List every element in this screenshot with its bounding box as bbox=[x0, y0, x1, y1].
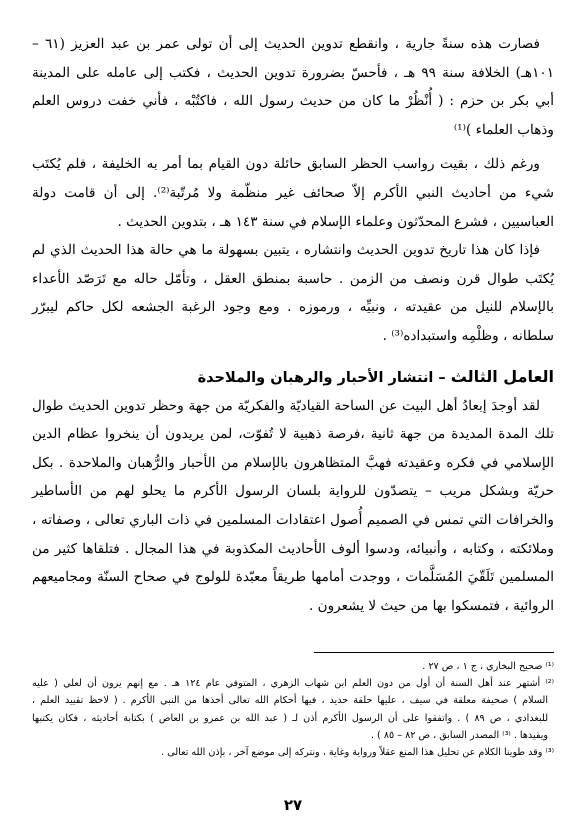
text-line: والخرافات التي تمس في الصميم أُصول اعتقادات المسلمين في ذات الباري تعالى ، وصفاته ، bbox=[32, 511, 554, 528]
footnote-line: السلام ) صحيفة معلقة في سيف ، عليها حلقة حديد ، فيها أحكام الله تعالى أخذها من النبي الأكرم . ( لاحظ تقييد العلم ، bbox=[32, 695, 548, 707]
text-line: العباسيين ، فشرع المحدّثون وعلماء الإسلام في سنة ١٤٣ هـ ، بتدوين الحديث . bbox=[117, 213, 554, 230]
paragraph-3 bbox=[32, 236, 554, 350]
text-line: الإسلامي في فكره وعقيدته فهبَّ المتظاهرون بالإسلام من الأحبار والرُّهبان والملاحدة . بكل bbox=[32, 454, 554, 471]
text-line: بالإسلام للنيل من عقيدته ، ونبيِّه ، ورموزه . ومع وجود الرغبة الجشعه لكل حاكم ليبرّر bbox=[32, 299, 554, 316]
text-line: فإذا كان هذا تاريخ تدوين الحديث وانتشاره ، يتبين بسهولة ما هي حالة هذا الحديث الذي لم bbox=[32, 242, 540, 259]
text-line: وملائكته ، وكتابه ، وأنبيائه، ودسوا ألوف الأحاديث المكذوبة في هذا المجال . فتلقاها كثير من bbox=[32, 540, 554, 557]
text-line: فصارت هذه سنةً جارية ، وانقطع تدوين الحديث إلى أن تولى عمر بن عبد العزيز (٦١ – bbox=[32, 36, 540, 52]
paragraph-2 bbox=[32, 150, 554, 236]
footnote-line: ⁽³⁾ وقد طوينا الكلام عن تحليل هذا المنع عقلاً ورواية وغاية ، ونتركه إلى موضع آخر ، بإذن الله تعالى . bbox=[161, 747, 554, 759]
section-heading-dash: – bbox=[433, 369, 451, 386]
footnote-separator bbox=[314, 652, 554, 653]
text-line: وذهاب العلماء )⁽¹⁾ bbox=[453, 121, 554, 138]
text-line: يُكتَب طوال قرن ونصف من الزمن . حاسبة بمنطق العقل ، وتأمّل حاله مع تَرَصّد الأعداء bbox=[32, 270, 554, 287]
paragraph-4 bbox=[32, 392, 554, 621]
text-line: الروائية ، فتمسكوا بها من حيث لا يشعرون . bbox=[308, 597, 554, 614]
footnotes bbox=[32, 658, 554, 761]
section-heading-label: العامل الثالث bbox=[450, 366, 554, 386]
text-line: المسلمين تَلَقّيَ المُسَلَّمات ، ووجدت أمامها طريقاً معبّدة للولوج في صحاح السنّة ومجاميعهم bbox=[32, 569, 554, 586]
footnote-line: ويقيدها . ⁽³⁾ المصدر السابق ، ص ٨٢ – ٨٥ ) . bbox=[370, 729, 548, 741]
text-line: ورغم ذلك ، بقيت رواسب الحظر السابق حائلة دون القيام بما أمر به الخليفة ، فلم يُكتَب bbox=[32, 156, 540, 173]
footnote-line: ⁽²⁾ أشتهر عند أهل السنة أن أول من دون العلم ابن شهاب الزهري ، المتوفي عام ١٢٤ هـ . مع إنهم يرون أن لعلي ( عليه bbox=[32, 678, 554, 690]
text-line: لقد أوجدَ إبعادُ أهل البيت عن الساحة القياديّة والفكريّة من جهة وحظر تدوين الحديث طوال bbox=[32, 397, 540, 414]
text-line: سلطانه ، وظلْمِه واستبداده⁽³⁾ . bbox=[382, 327, 554, 344]
footnote-line: ⁽¹⁾ صحيح البخاري ، ج ١ ، ص ٢٧ . bbox=[422, 661, 554, 672]
text-line: تلك المدة المديدة من جهة ثانية ،فرصة ذهبية لا تُفوّت، لمن يريدون أن ينخروا عظام الدين bbox=[32, 426, 554, 443]
text-line: شيء من أحاديث النبي الأكرم إلاّ صحائف غير منظّمة ولا مُرتّبة⁽²⁾. إلى أن قامت دولة bbox=[32, 184, 554, 201]
page-number: ٢٧ bbox=[283, 796, 303, 814]
footnote-line: للبغدادي ، ص ٨٩ ) . واتفقوا على أن الرسول الأكرم أذن لـ ( عبد الله بن عمرو بن العاص ) بكتابة أحاديثه ، فكان يكتبها bbox=[32, 712, 548, 724]
text-line: حريّة وبشكل مريب – يتصدّون للرواية بلسان الرسول الأكرم ما يحلو لهم من الأساطير bbox=[32, 483, 554, 500]
section-heading-text: انتشار الأحبار والرهبان والملاحدة bbox=[197, 369, 434, 386]
section-heading bbox=[32, 363, 554, 392]
text-line: أبي بكر بن حزم : ( أُنْظُرْ ما كان من حديث رسول الله ، فاكتُبْه ، فأني خفت دروس العلم bbox=[32, 93, 554, 110]
paragraph-1 bbox=[32, 30, 554, 144]
text-line: ١٠١هـ) الخلافة سنة ٩٩ هـ ، فأحسّ بضرورة تدوين الحديث ، فكتب إلى عامله على المدينة bbox=[32, 64, 554, 81]
